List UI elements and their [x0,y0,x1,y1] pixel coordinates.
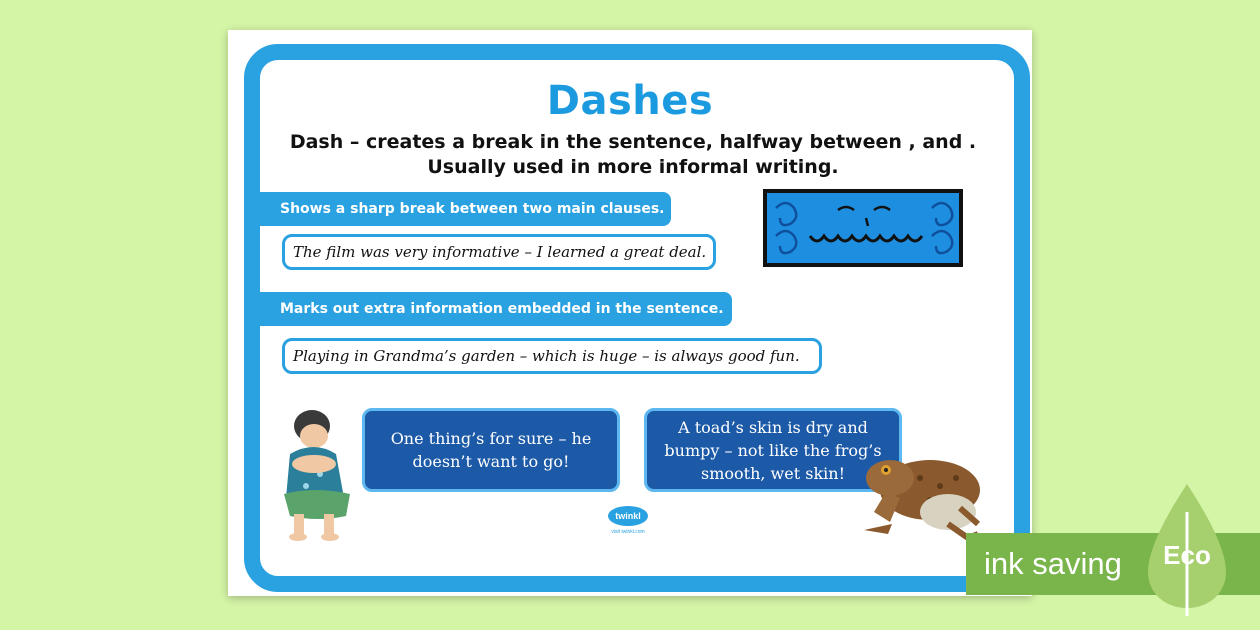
rule-heading-2: Marks out extra information embedded in the sentence. [256,292,732,326]
brand-logo [606,506,650,542]
rule-example-1: The film was very informative – I learned a great deal. [282,234,716,270]
callout-example-1 [362,408,620,492]
page-title: Dashes [546,78,714,124]
toad-illustration [860,438,986,548]
dash-illustration [762,188,964,268]
rule-heading-1: Shows a sharp break between two main clauses. [256,192,671,226]
rule-example-2: Playing in Grandma’s garden – which is huge – is always good fun. [282,338,822,374]
leaf-label: Eco [1163,540,1211,570]
callout-text-2: A toad’s skin is dry and bumpy – not like the frog’s smooth, wet skin! [664,417,882,483]
brand-logo-mark: twinkl [608,506,648,526]
badge-label: ink saving [984,546,1122,581]
callout-text-1: One thing’s for sure – he doesn’t want to go! [390,429,592,471]
sad-boy-illustration [276,406,356,542]
brand-url: visit twinkl.com [611,529,645,535]
worksheet [228,30,1032,596]
eco-leaf [1144,482,1230,618]
definition-text: Dash – creates a break in the sentence, halfway between , and . Usually used in more informal writing. [289,131,977,178]
